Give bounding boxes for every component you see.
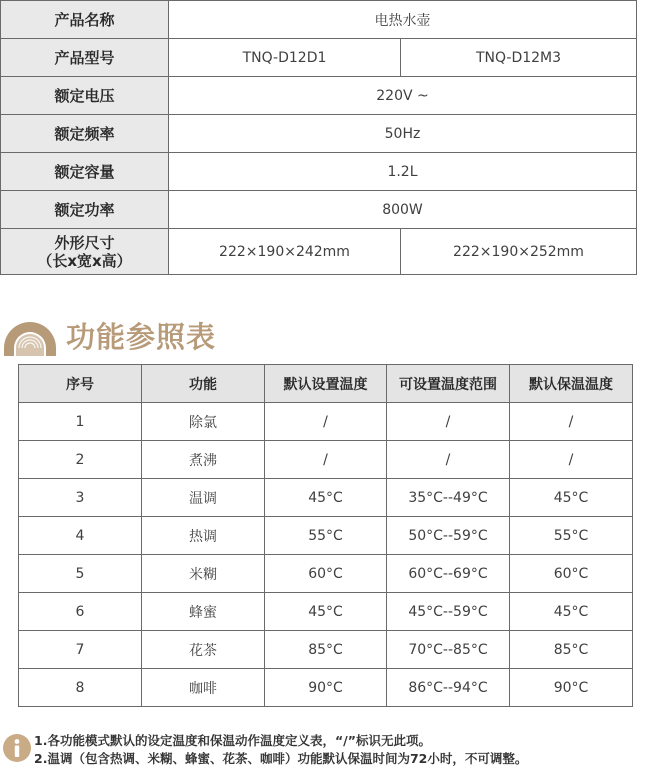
cell-range: 70°C--85°C [387, 631, 510, 669]
spec-row-dimensions [1, 229, 637, 275]
spec-row-model [1, 39, 637, 77]
cell-no: 5 [19, 555, 142, 593]
cell-keep-warm: 60°C [510, 555, 633, 593]
cell-no: 6 [19, 593, 142, 631]
table-row [19, 555, 633, 593]
spec-row-frequency [1, 115, 637, 153]
spec-value: 220V ~ [169, 77, 637, 115]
cell-keep-warm: 45°C [510, 593, 633, 631]
function-table [18, 364, 633, 707]
cell-range: 35°C--49°C [387, 479, 510, 517]
cell-keep-warm: 90°C [510, 669, 633, 707]
cell-default-temp: 45°C [265, 479, 387, 517]
spec-value: 50Hz [169, 115, 637, 153]
cell-function: 咖啡 [142, 669, 265, 707]
cell-keep-warm: 45°C [510, 479, 633, 517]
spec-value: 1.2L [169, 153, 637, 191]
cell-range: / [387, 441, 510, 479]
spec-table [0, 0, 637, 275]
note-line-1: 1.各功能模式默认的设定温度和保温动作温度定义表，“/”标识无此项。 [34, 733, 431, 748]
cell-function: 热调 [142, 517, 265, 555]
cell-default-temp: 60°C [265, 555, 387, 593]
cell-range: 45°C--59°C [387, 593, 510, 631]
header-range: 可设置温度范围 [387, 365, 510, 403]
cell-function: 蜂蜜 [142, 593, 265, 631]
header-keep-warm: 默认保温温度 [510, 365, 633, 403]
notes [34, 732, 527, 768]
header-no: 序号 [19, 365, 142, 403]
table-row [19, 631, 633, 669]
cell-range: 50°C--59°C [387, 517, 510, 555]
cell-function: 花茶 [142, 631, 265, 669]
cell-default-temp: / [265, 441, 387, 479]
cell-default-temp: 85°C [265, 631, 387, 669]
header-default-temp: 默认设置温度 [265, 365, 387, 403]
cell-range: / [387, 403, 510, 441]
spec-row-power [1, 191, 637, 229]
cell-function: 米糊 [142, 555, 265, 593]
cell-default-temp: 45°C [265, 593, 387, 631]
cell-default-temp: 90°C [265, 669, 387, 707]
table-row [19, 669, 633, 707]
spec-label: 产品型号 [1, 39, 169, 77]
cell-keep-warm: 85°C [510, 631, 633, 669]
cell-no: 7 [19, 631, 142, 669]
info-icon [2, 733, 32, 763]
spec-label: 额定容量 [1, 153, 169, 191]
cell-no: 3 [19, 479, 142, 517]
cell-no: 8 [19, 669, 142, 707]
spec-row-capacity [1, 153, 637, 191]
cell-keep-warm: / [510, 441, 633, 479]
table-row [19, 441, 633, 479]
spec-label-line2: （长x宽x高） [37, 251, 132, 270]
table-row [19, 593, 633, 631]
cell-keep-warm: / [510, 403, 633, 441]
spec-value: TNQ-D12D1 [169, 39, 401, 77]
cell-no: 4 [19, 517, 142, 555]
cell-function: 煮沸 [142, 441, 265, 479]
cell-default-temp: 55°C [265, 517, 387, 555]
spec-label-line1: 外形尺寸 [54, 233, 115, 252]
spec-value: 800W [169, 191, 637, 229]
table-row [19, 517, 633, 555]
spec-row-voltage [1, 77, 637, 115]
cell-range: 60°C--69°C [387, 555, 510, 593]
cell-range: 86°C--94°C [387, 669, 510, 707]
header-function: 功能 [142, 365, 265, 403]
cell-function: 除氯 [142, 403, 265, 441]
kettle-logo-icon [2, 318, 58, 358]
spec-label [1, 229, 169, 275]
table-row [19, 403, 633, 441]
function-table-header [19, 365, 633, 403]
spec-value: TNQ-D12M3 [401, 39, 637, 77]
note-line-2: 2.温调（包含热调、米糊、蜂蜜、花茶、咖啡）功能默认保温时间为72小时，不可调整。 [34, 751, 528, 766]
spec-row-name [1, 1, 637, 39]
cell-no: 1 [19, 403, 142, 441]
cell-no: 2 [19, 441, 142, 479]
spec-label: 产品名称 [1, 1, 169, 39]
spec-label: 额定频率 [1, 115, 169, 153]
spec-label: 额定功率 [1, 191, 169, 229]
cell-function: 温调 [142, 479, 265, 517]
section-title: 功能参照表 [66, 320, 217, 354]
spec-value: 电热水壶 [169, 1, 637, 39]
table-row [19, 479, 633, 517]
cell-default-temp: / [265, 403, 387, 441]
spec-label: 额定电压 [1, 77, 169, 115]
spec-value: 222×190×242mm [169, 229, 401, 275]
cell-keep-warm: 55°C [510, 517, 633, 555]
spec-value: 222×190×252mm [401, 229, 637, 275]
